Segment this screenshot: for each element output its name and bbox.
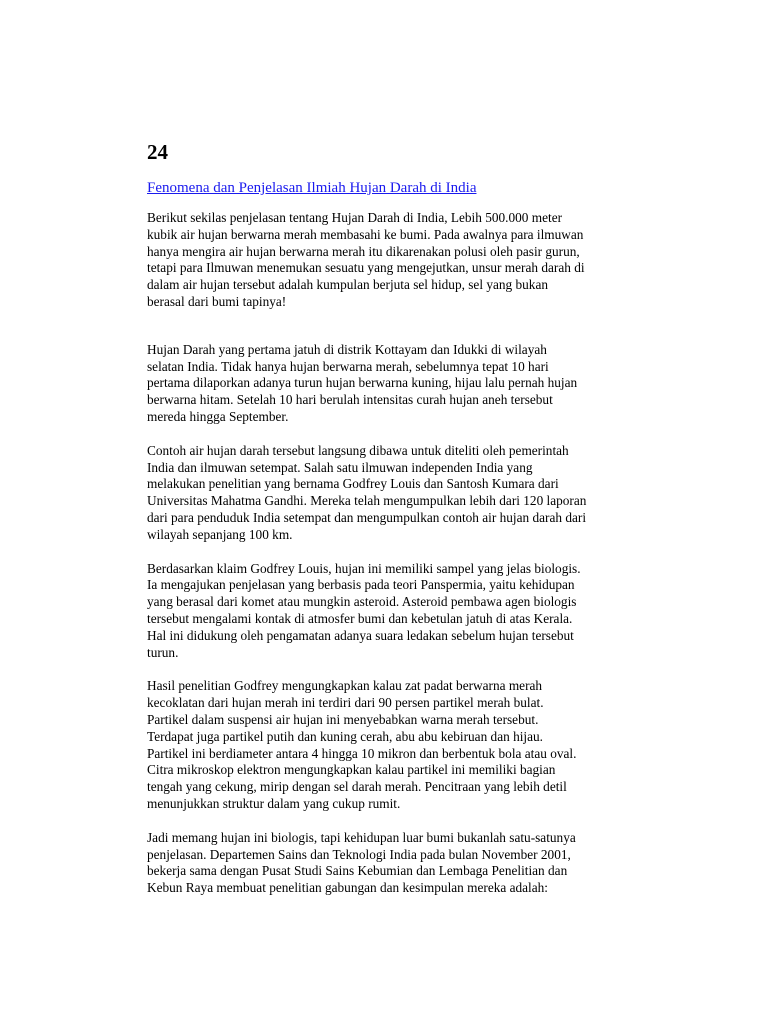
text-line: Hasil penelitian Godfrey mengungkapkan kalau zat padat berwarna merah <box>147 678 543 694</box>
document-page <box>147 140 687 914</box>
text-line: Berdasarkan klaim Godfrey Louis, hujan ini memiliki sampel yang jelas biologis. <box>147 560 581 576</box>
text-line: hanya mengira air hujan berwarna merah itu dikarenakan polusi oleh pasir gurun, <box>147 243 580 259</box>
paragraph <box>147 561 687 662</box>
text-line: kecoklatan dari hujan merah ini terdiri dari 90 persen partikel merah bulat. <box>147 695 544 711</box>
text-line: Hujan Darah yang pertama jatuh di distrik Kottayam dan Idukki di wilayah <box>147 341 547 357</box>
text-line: Citra mikroskop elektron mengungkapkan kalau partikel ini memiliki bagian <box>147 762 556 778</box>
text-line: mereda hingga September. <box>147 408 289 424</box>
text-line: yang berasal dari komet atau mungkin asteroid. Asteroid pembawa agen biologis <box>147 594 577 610</box>
paragraph <box>147 678 687 812</box>
paragraph <box>147 342 687 426</box>
text-line: penjelasan. Departemen Sains dan Teknologi India pada bulan November 2001, <box>147 846 571 862</box>
text-line: Ia mengajukan penjelasan yang berbasis pada teori Panspermia, yaitu kehidupan <box>147 577 575 593</box>
text-line: kubik air hujan berwarna merah membasahi ke bumi. Pada awalnya para ilmuwan <box>147 226 584 242</box>
text-line: Partikel dalam suspensi air hujan ini menyebabkan warna merah tersebut. <box>147 711 539 727</box>
text-line: Contoh air hujan darah tersebut langsung dibawa untuk diteliti oleh pemerintah <box>147 442 569 458</box>
text-line: bekerja sama dengan Pusat Studi Sains Kebumian dan Lembaga Penelitian dan <box>147 863 568 879</box>
text-line: Partikel ini berdiameter antara 4 hingga 10 mikron dan berbentuk bola atau oval. <box>147 745 577 761</box>
paragraph <box>147 210 687 311</box>
text-line: wilayah sepanjang 100 km. <box>147 526 293 542</box>
text-line: dalam air hujan tersebut adalah kumpulan berjuta sel hidup, sel yang bukan <box>147 277 549 293</box>
text-line: Universitas Mahatma Gandhi. Mereka telah mengumpulkan lebih dari 120 laporan <box>147 493 587 509</box>
text-line: Jadi memang hujan ini biologis, tapi kehidupan luar bumi bukanlah satu-satunya <box>147 829 576 845</box>
text-line: turun. <box>147 644 179 660</box>
text-line: India dan ilmuwan setempat. Salah satu ilmuwan independen India yang <box>147 459 533 475</box>
text-line: melakukan penelitian yang bernama Godfrey Louis dan Santosh Kumara dari <box>147 476 559 492</box>
text-line: tetapi para Ilmuwan menemukan sesuatu yang mengejutkan, unsur merah darah di <box>147 260 585 276</box>
text-line: Kebun Raya membuat penelitian gabungan dan kesimpulan mereka adalah: <box>147 880 548 896</box>
page-number: 24 <box>147 140 168 164</box>
article-title-link[interactable]: Fenomena dan Penjelasan Ilmiah Hujan Darah di India <box>147 180 477 196</box>
text-line: berwarna hitam. Setelah 10 hari berulah intensitas curah hujan aneh tersebut <box>147 392 553 408</box>
text-line: Hal ini didukung oleh pengamatan adanya suara ledakan sebelum hujan tersebut <box>147 627 574 643</box>
text-line: dari para penduduk India setempat dan mengumpulkan contoh air hujan darah dari <box>147 509 587 525</box>
text-line: Terdapat juga partikel putih dan kuning cerah, abu abu kebiruan dan hijau. <box>147 728 543 744</box>
text-line: pertama dilaporkan adanya turun hujan berwarna kuning, hijau lalu pernah hujan <box>147 375 578 391</box>
paragraph <box>147 830 687 897</box>
text-line: menunjukkan struktur dalam yang cukup rumit. <box>147 795 401 811</box>
text-line: Berikut sekilas penjelasan tentang Hujan Darah di India, Lebih 500.000 meter <box>147 210 563 225</box>
text-line: berasal dari bumi tapinya! <box>147 293 287 309</box>
article-body <box>147 210 687 897</box>
text-line: selatan India. Tidak hanya hujan berwarna merah, sebelumnya tepat 10 hari <box>147 358 549 374</box>
paragraph <box>147 443 687 544</box>
text-line: tersebut mengalami kontak di atmosfer bumi dan kebetulan jatuh di atas Kerala. <box>147 610 573 626</box>
text-line: tengah yang cekung, mirip dengan sel darah merah. Pencitraan yang lebih detil <box>147 779 567 795</box>
